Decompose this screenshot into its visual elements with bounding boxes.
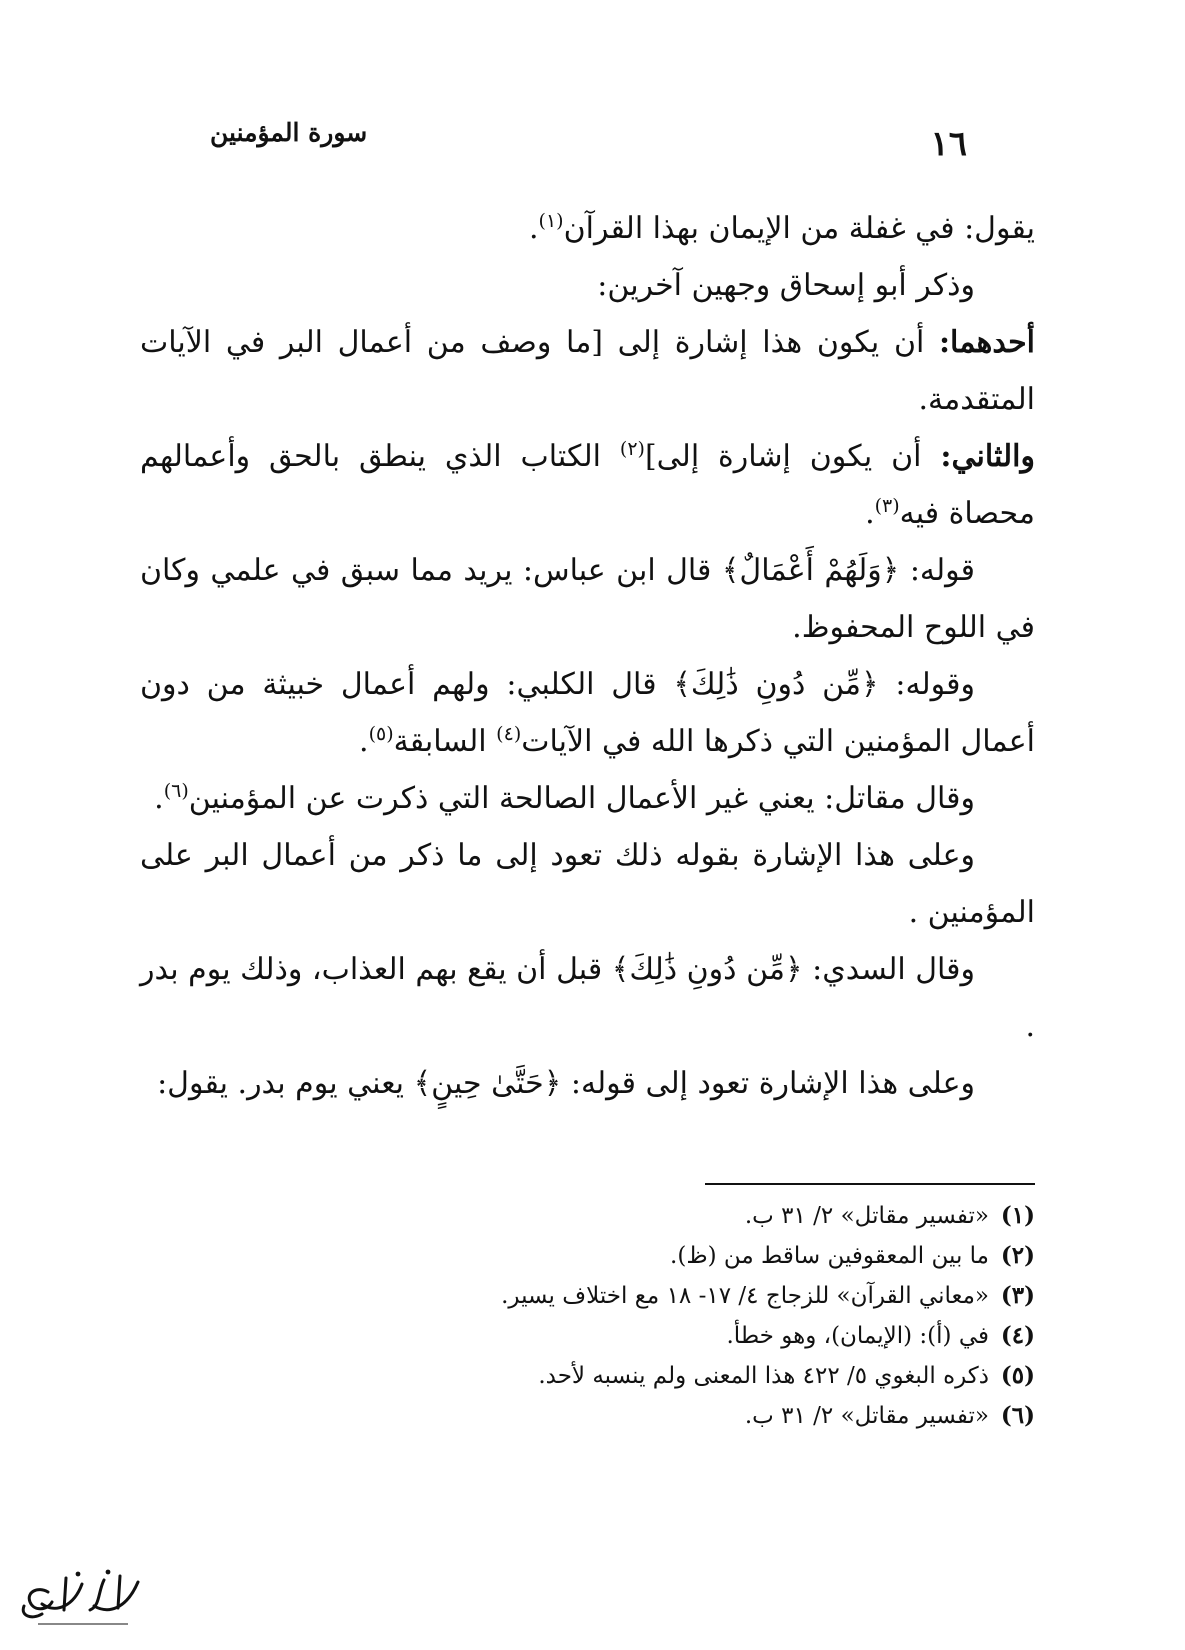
footnote-ref[interactable]: (١)	[538, 210, 564, 232]
footnote-text: ذكره البغوي ٥/ ٤٢٢ هذا المعنى ولم ينسبه لأحد.	[538, 1363, 989, 1389]
text-run: يقول: في غفلة من الإيمان بهذا القرآن	[563, 211, 1035, 246]
text-run: يعني يوم بدر. يقول:	[157, 1066, 414, 1101]
footnote	[300, 1396, 1035, 1436]
footnote-text: «تفسير مقاتل» ٢/ ٣١ ب.	[744, 1403, 989, 1429]
footnote-text: ما بين المعقوفين ساقط من (ظ).	[670, 1243, 989, 1269]
footnote-number: (٤)	[1000, 1322, 1035, 1349]
text-run: وقوله:	[878, 667, 976, 702]
page-header	[190, 118, 995, 168]
quran-quote: ﴿وَلَهُمْ أَعْمَالٌ﴾	[721, 553, 900, 588]
text-run: وقال السدي:	[802, 952, 975, 987]
footnotes	[300, 1196, 1035, 1436]
text-run: أن يكون هذا إشارة إلى [ما وصف من أعمال البر في الآيات المتقدمة.	[140, 325, 1035, 417]
footnote-number: (٦)	[1000, 1402, 1035, 1429]
paragraph	[140, 428, 1035, 542]
footnote-text: «معاني القرآن» للزجاج ٤/ ١٧- ١٨ مع اختلاف يسير.	[501, 1283, 989, 1309]
text-run: .	[359, 724, 369, 759]
quran-quote: ﴿حَتَّىٰ حِينٍ﴾	[413, 1066, 562, 1101]
paragraph	[140, 1055, 1035, 1112]
paragraph	[140, 314, 1035, 428]
text-run: وقال مقاتل: يعني غير الأعمال الصالحة التي ذكرت عن المؤمنين	[188, 781, 975, 816]
footnote-number: (١)	[1000, 1202, 1035, 1229]
text-run: .	[865, 496, 875, 531]
text-run: قوله:	[899, 553, 975, 588]
text-run: قال ابن عباس: يريد مما سبق في علمي وكان في اللوح المحفوظ.	[140, 553, 1035, 645]
text-run: أن يكون إشارة إلى]	[644, 439, 941, 474]
paragraph	[140, 941, 1035, 1055]
quran-quote: ﴿مِّن دُونِ ذَٰلِكَ﴾	[611, 952, 803, 987]
paragraph	[140, 542, 1035, 656]
footnote	[300, 1316, 1035, 1356]
bold-lead: والثاني:	[940, 439, 1035, 474]
bold-lead: أحدهما:	[938, 325, 1035, 360]
footnote	[300, 1236, 1035, 1276]
text-run: السابقة	[393, 724, 497, 759]
paragraph	[140, 656, 1035, 770]
page-number: ١٦	[930, 124, 967, 164]
text-run: قبل أن يقع بهم العذاب، وذلك يوم بدر .	[140, 952, 1035, 1044]
footnote	[300, 1276, 1035, 1316]
footnote	[300, 1356, 1035, 1396]
footnote-text: في (أ): (الإيمان)، وهو خطأ.	[726, 1323, 989, 1349]
footnote-number: (٣)	[1000, 1282, 1035, 1309]
footnote-ref[interactable]: (٣)	[874, 495, 900, 517]
footnote-text: «تفسير مقاتل» ٢/ ٣١ ب.	[744, 1203, 989, 1229]
running-title: سورة المؤمنين	[210, 118, 368, 147]
footnote-ref[interactable]: (٢)	[619, 438, 645, 460]
paragraph	[140, 257, 1035, 314]
text-run: وعلى هذا الإشارة تعود إلى قوله:	[561, 1066, 975, 1101]
quran-quote: ﴿مِّن دُونِ ذَٰلِكَ﴾	[673, 667, 879, 702]
paragraph	[140, 770, 1035, 827]
main-text	[140, 200, 1035, 1112]
footnote-ref[interactable]: (٦)	[163, 780, 189, 802]
paragraph	[140, 200, 1035, 257]
footnote	[300, 1196, 1035, 1236]
footnote-divider	[705, 1183, 1035, 1185]
text-run: .	[154, 781, 164, 816]
footnote-number: (٥)	[1000, 1362, 1035, 1389]
footnote-ref[interactable]: (٥)	[368, 723, 394, 745]
publisher-calligraphy-logo	[8, 1562, 148, 1632]
footnote-ref[interactable]: (٤)	[496, 723, 522, 745]
paragraph	[140, 827, 1035, 941]
text-run: قال الكلبي: ولهم أعمال خبيثة من دون أعمال المؤمنين التي ذكرها الله في الآيات	[140, 667, 1035, 759]
text-run: الكتاب الذي ينطق بالحق وأعمالهم محصاة فيه	[140, 439, 1035, 531]
text-run: وذكر أبو إسحاق وجهين آخرين:	[597, 268, 975, 303]
text-run: وعلى هذا الإشارة بقوله ذلك تعود إلى ما ذكر من أعمال البر على المؤمنين .	[140, 838, 1035, 930]
footnote-number: (٢)	[1000, 1242, 1035, 1269]
text-run: .	[528, 211, 539, 246]
